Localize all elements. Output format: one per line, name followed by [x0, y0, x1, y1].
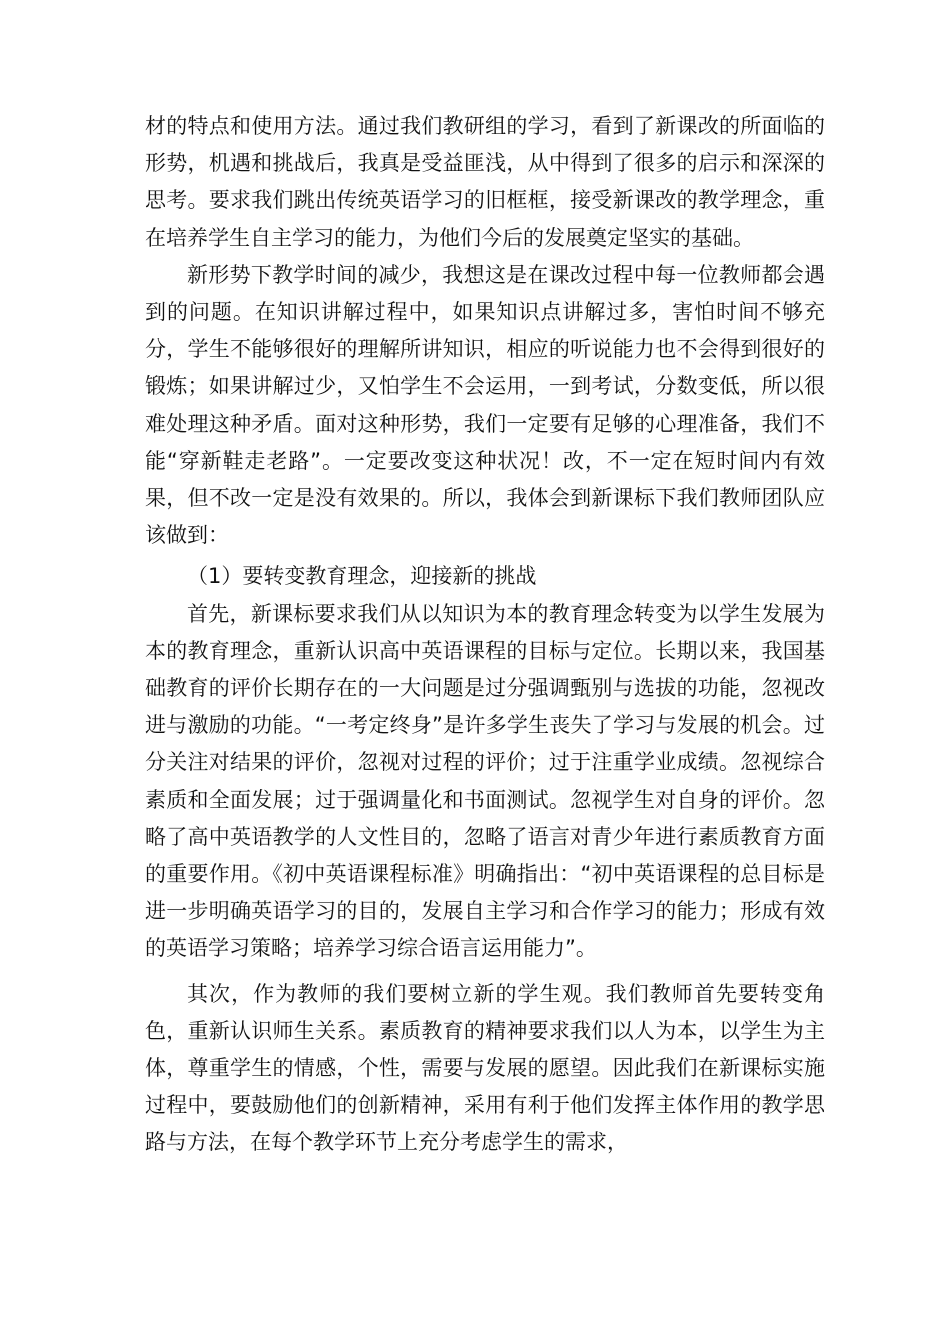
paragraph-teaching-time: 新形势下教学时间的减少，我想这是在课改过程中每一位教师都会遇到的问题。在知识讲解过程中，如果知识点讲解过多，害怕时间不够充分，学生不能够很好的理解所讲知识，相应的听说能力也不会得到很好的锻炼；如果讲解过少，又怕学生不会运用，一到考试，分数变低，所以很难处理这种矛盾。面对这种形势，我们一定要有足够的心理准备，我们不能“穿新鞋走老路”。一定要改变这种状况！改，不一定在短时间内有效果，但不改一定是没有效果的。所以，我体会到新课标下我们教师团队应该做到：	[145, 262, 825, 548]
paragraph-continuation: 材的特点和使用方法。通过我们教研组的学习，看到了新课改的所面临的形势，机遇和挑战后，我真是受益匪浅，从中得到了很多的启示和深深的思考。要求我们跳出传统英语学习的旧框框，接受新课改的教学理念，重在培养学生自主学习的能力，为他们今后的发展奠定坚实的基础。	[145, 114, 825, 250]
paragraph-first: 首先，新课标要求我们从以知识为本的教育理念转变为以学生发展为本的教育理念，重新认识高中英语课程的目标与定位。长期以来，我国基础教育的评价长期存在的一大问题是过分强调甄别与选拔的功能，忽视改进与激励的功能。“一考定终身”是许多学生丧失了学习与发展的机会。过分关注对结果的评价，忽视对过程的评价；过于注重学业成绩。忽视综合素质和全面发展；过于强调量化和书面测试。忽视学生对自身的评价。忽略了高中英语教学的人文性目的，忽略了语言对青少年进行素质教育方面的重要作用。《初中英语课程标准》明确指出：“初中英语课程的总目标是进一步明确英语学习的目的，发展自主学习和合作学习的能力；形成有效的英语学习策略；培养学习综合语言运用能力”。	[145, 601, 825, 961]
section-heading-1: （1）要转变教育理念，迎接新的挑战	[187, 564, 537, 589]
paragraph-second: 其次，作为教师的我们要树立新的学生观。我们教师首先要转变角色，重新认识师生关系。素质教育的精神要求我们以人为本，以学生为主体，尊重学生的情感，个性，需要与发展的愿望。因此我们在新课标实施过程中，要鼓励他们的创新精神，采用有利于他们发挥主体作用的教学思路与方法，在每个教学环节上充分考虑学生的需求，	[145, 981, 825, 1155]
body-text	[145, 108, 825, 1162]
